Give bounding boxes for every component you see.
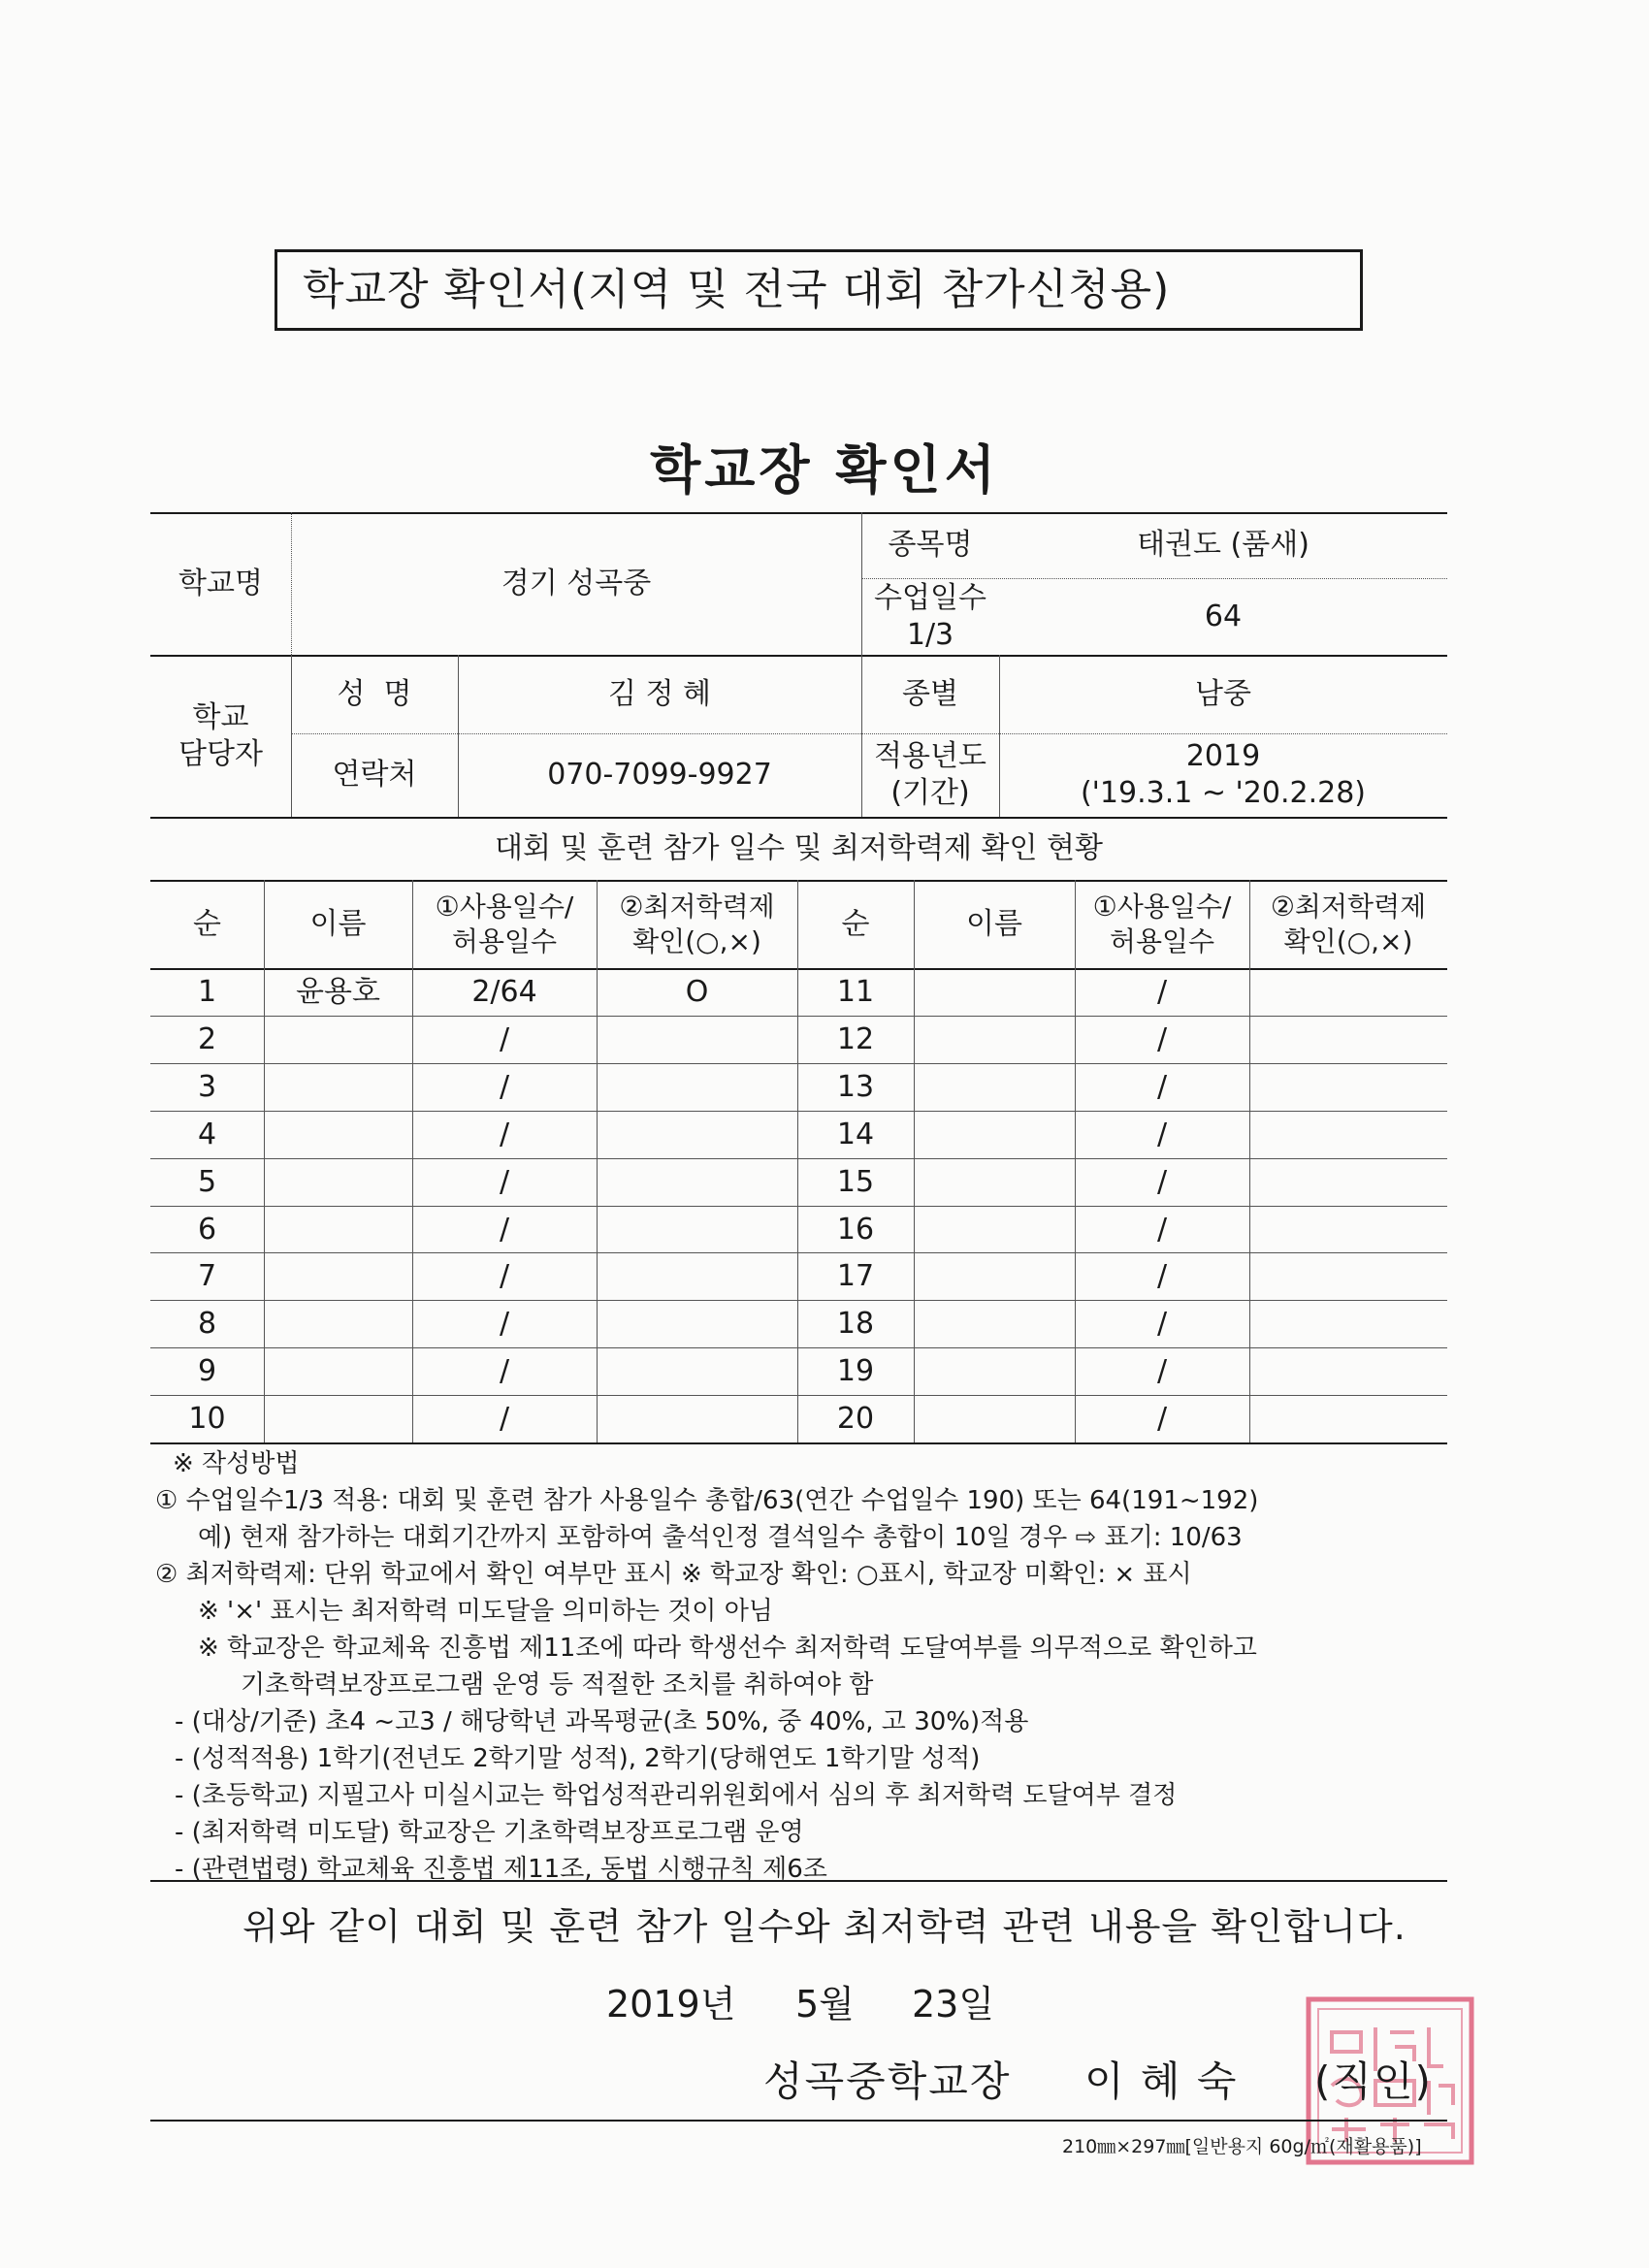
row-no-right: 16 [836, 1212, 875, 1247]
contact-label: 연락처 [332, 758, 417, 792]
header-name-right: 이름 [966, 906, 1022, 941]
row-check-left: O [685, 974, 709, 1009]
page-title: 학교장 확인서 [650, 439, 999, 501]
manager-label-line2: 담당자 [178, 736, 263, 771]
header-check-left [597, 880, 797, 968]
header-days-left-line2: 허용일수 [451, 924, 558, 957]
row-name-left [264, 1347, 412, 1395]
row-no-left: 5 [197, 1164, 217, 1199]
date-month: 5월 [795, 1983, 855, 2025]
row-name-right [914, 1300, 1075, 1347]
row-check-right [1249, 1395, 1447, 1442]
principal-name: 이 혜 숙 [1084, 2057, 1239, 2105]
row-days-left: / [499, 1306, 510, 1341]
row-no-left: 9 [197, 1353, 217, 1388]
header-check-right-line2: 확인(○,×) [1283, 924, 1413, 957]
date-day: 23일 [912, 1983, 995, 2025]
school-name-value: 경기 성곡중 [501, 566, 652, 600]
row-name-left: 윤용호 [296, 974, 380, 1009]
year-label-line2: (기간) [890, 776, 970, 810]
note-line: 예) 현재 참가하는 대회기간까지 포함하여 출석인정 결석일수 총합이 10일 경우 ⇨ 표기: 10/63 [198, 1523, 1243, 1552]
header-days-right [1075, 880, 1249, 968]
row-name-right [914, 1347, 1075, 1395]
row-name-right [914, 1206, 1075, 1253]
class-days-label-line2: 1/3 [906, 617, 954, 652]
row-check-right [1249, 1063, 1447, 1111]
row-no-right: 18 [836, 1306, 875, 1341]
row-name-left [264, 1300, 412, 1347]
row-check-left [597, 1395, 797, 1442]
row-check-right [1249, 1111, 1447, 1158]
row-days-right: / [1156, 1212, 1168, 1247]
row-check-left [597, 1111, 797, 1158]
year-value-line2: ('19.3.1 ~ '20.2.28) [1080, 776, 1367, 810]
year-value [999, 733, 1447, 817]
row-no-right: 11 [836, 974, 875, 1009]
row-name-right [914, 1252, 1075, 1300]
header-check-left-line1: ②최저학력제 [619, 890, 775, 923]
header-days-right-line1: ①사용일수/ [1092, 890, 1232, 923]
row-check-left [597, 1300, 797, 1347]
row-no-right: 19 [836, 1353, 875, 1388]
row-days-left: / [499, 1212, 510, 1247]
note-line: - (성적적용) 1학기(전년도 2학기말 성적), 2학기(당해연도 1학기말 성적) [175, 1744, 981, 1773]
row-name-left [264, 1395, 412, 1442]
row-no-left: 8 [197, 1306, 217, 1341]
date-year: 2019년 [606, 1983, 736, 2025]
row-name-left [264, 1206, 412, 1253]
row-days-left: / [499, 1258, 510, 1293]
header-check-right [1249, 880, 1447, 968]
row-days-left: / [499, 1164, 510, 1199]
row-check-left [597, 1252, 797, 1300]
class-days-value: 64 [1204, 599, 1243, 633]
row-name-right [914, 1158, 1075, 1206]
row-no-left: 7 [197, 1258, 217, 1293]
row-no-right: 20 [836, 1401, 875, 1436]
row-no-right: 15 [836, 1164, 875, 1199]
row-check-left [597, 1347, 797, 1395]
row-no-right: 13 [836, 1069, 875, 1104]
row-days-left: / [499, 1401, 510, 1436]
row-days-left: / [499, 1021, 510, 1056]
year-label-line1: 적용년도 [874, 739, 986, 773]
row-name-left [264, 1252, 412, 1300]
note-line: ※ '×' 표시는 최저학력 미도달을 의미하는 것이 아님 [198, 1597, 773, 1626]
row-no-right: 12 [836, 1021, 875, 1056]
paper-spec-footer: 210㎜×297㎜[일반용지 60g/㎡(재활용품)] [1062, 2136, 1422, 2157]
header-check-right-line1: ②최저학력제 [1270, 890, 1427, 923]
class-days-label [861, 578, 999, 655]
header-check-left-line2: 확인(○,×) [632, 924, 761, 957]
row-name-left [264, 1158, 412, 1206]
row-check-right [1249, 968, 1447, 1016]
row-no-right: 17 [836, 1258, 875, 1293]
seal-label: (직인) [1314, 2057, 1433, 2105]
row-check-right [1249, 1206, 1447, 1253]
row-days-right: / [1156, 1117, 1168, 1151]
row-no-left: 6 [197, 1212, 217, 1247]
row-days-left: / [499, 1353, 510, 1388]
row-name-right [914, 1063, 1075, 1111]
row-name-left [264, 1063, 412, 1111]
year-label [861, 733, 999, 817]
note-line: ※ 작성방법 [173, 1449, 300, 1478]
manager-label-line1: 학교 [192, 699, 249, 734]
row-days-right: / [1156, 1306, 1168, 1341]
row-check-right [1249, 1347, 1447, 1395]
year-value-line1: 2019 [1185, 739, 1261, 773]
row-name-right [914, 1111, 1075, 1158]
row-days-left: / [499, 1117, 510, 1151]
row-days-right: / [1156, 1164, 1168, 1199]
row-check-right [1249, 1016, 1447, 1063]
event-value: 태권도 (품새) [1137, 528, 1310, 562]
row-days-right: / [1156, 1258, 1168, 1293]
class-days-label-line1: 수업일수 [874, 580, 986, 615]
row-days-right: / [1156, 1021, 1168, 1056]
status-title: 대회 및 훈련 참가 일수 및 최저학력제 확인 현황 [495, 830, 1103, 865]
note-line: ※ 학교장은 학교체육 진흥법 제11조에 따라 학생선수 최저학력 도달여부를 의무적으로 확인하고 [198, 1634, 1257, 1663]
form-banner: 학교장 확인서(지역 및 전국 대회 참가신청용) [275, 249, 1363, 331]
row-no-left: 2 [197, 1021, 217, 1056]
note-line: - (초등학교) 지필고사 미실시교는 학업성적관리위원회에서 심의 후 최저학력 도달여부 결정 [175, 1781, 1178, 1810]
header-no-left: 순 [193, 906, 221, 941]
row-no-left: 10 [188, 1401, 226, 1436]
row-check-left [597, 1016, 797, 1063]
manager-name-value: 김 정 혜 [607, 676, 711, 711]
confirmation-statement: 위와 같이 대회 및 훈련 참가 일수와 최저학력 관련 내용을 확인합니다. [242, 1905, 1406, 1948]
manager-name-label: 성 명 [337, 676, 412, 711]
school-name-label: 학교명 [178, 566, 263, 600]
event-label: 종목명 [888, 528, 973, 562]
row-name-left [264, 1016, 412, 1063]
row-no-right: 14 [836, 1117, 875, 1151]
row-check-right [1249, 1252, 1447, 1300]
row-check-right [1249, 1158, 1447, 1206]
row-check-left [597, 1063, 797, 1111]
note-line: 기초학력보장프로그램 운영 등 적절한 조치를 취하여야 함 [241, 1670, 874, 1700]
header-name-left: 이름 [309, 906, 367, 941]
row-days-left: 2/64 [471, 974, 537, 1009]
header-no-right: 순 [841, 906, 870, 941]
row-days-right: / [1156, 974, 1168, 1009]
row-days-right: / [1156, 1401, 1168, 1436]
division-value: 남중 [1195, 676, 1251, 711]
header-days-left [412, 880, 597, 968]
note-line: - (대상/기준) 초4 ~고3 / 해당학년 과목평균(초 50%, 중 40%, 고 30%)적용 [175, 1707, 1029, 1736]
contact-value: 070-7099-9927 [547, 758, 772, 792]
note-line: ② 최저학력제: 단위 학교에서 확인 여부만 표시 ※ 학교장 확인: ○표시, 학교장 미확인: × 표시 [155, 1560, 1192, 1589]
row-check-right [1249, 1300, 1447, 1347]
row-name-right [914, 1016, 1075, 1063]
row-check-left [597, 1206, 797, 1253]
row-no-left: 1 [197, 974, 217, 1009]
header-days-right-line2: 허용일수 [1109, 924, 1215, 957]
row-days-left: / [499, 1069, 510, 1104]
note-line: ① 수업일수1/3 적용: 대회 및 훈련 참가 사용일수 총합/63(연간 수업일수 190) 또는 64(191~192) [155, 1486, 1259, 1515]
row-check-left [597, 1158, 797, 1206]
header-days-left-line1: ①사용일수/ [435, 890, 574, 923]
row-no-left: 4 [197, 1117, 217, 1151]
row-days-right: / [1156, 1353, 1168, 1388]
division-label: 종별 [902, 676, 958, 711]
row-name-left [264, 1111, 412, 1158]
principal-title: 성곡중학교장 [763, 2057, 1012, 2105]
row-name-right [914, 968, 1075, 1016]
note-line: - (관련법령) 학교체육 진흥법 제11조, 동법 시행규칙 제6조 [175, 1855, 827, 1884]
note-line: - (최저학력 미도달) 학교장은 기초학력보장프로그램 운영 [175, 1818, 804, 1847]
row-name-right [914, 1395, 1075, 1442]
manager-label [150, 655, 291, 817]
row-no-left: 3 [197, 1069, 217, 1104]
row-days-right: / [1156, 1069, 1168, 1104]
